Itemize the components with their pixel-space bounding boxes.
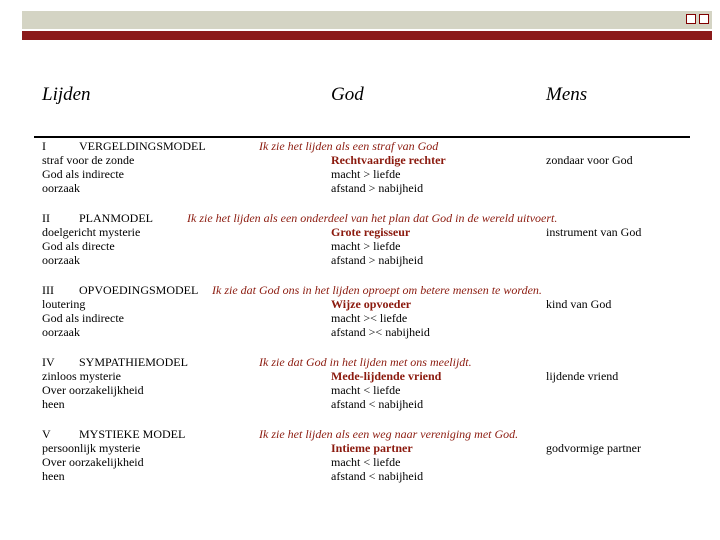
model-description-line: heen (42, 469, 65, 483)
god-attribute: macht < liefde (331, 383, 401, 397)
model-numeral: III (42, 283, 54, 297)
model-title (42, 139, 206, 153)
model-description-line: God als indirecte (42, 167, 124, 181)
square-icon (686, 14, 696, 24)
mens-role: godvormige partner (546, 441, 641, 455)
god-attribute: macht > liefde (331, 167, 401, 181)
model-statement: Ik zie het lijden als een straf van God (259, 139, 439, 153)
god-attribute: afstand >< nabijheid (331, 325, 430, 339)
model-title (42, 355, 188, 369)
god-attribute: afstand < nabijheid (331, 469, 424, 483)
title-bar (22, 11, 712, 29)
mens-role: kind van God (546, 297, 612, 311)
square-icon (699, 14, 709, 24)
model-numeral: II (42, 211, 50, 225)
model-description-line: oorzaak (42, 325, 80, 339)
model-name: SYMPATHIEMODEL (79, 355, 188, 369)
mens-role: lijdende vriend (546, 369, 619, 383)
model-description-line: doelgericht mysterie (42, 225, 141, 239)
model-numeral: I (42, 139, 46, 153)
header-mens: Mens (546, 84, 588, 105)
model-description-line: zinloos mysterie (42, 369, 121, 383)
god-attribute: afstand > nabijheid (331, 253, 424, 267)
god-role: Mede-lijdende vriend (331, 369, 442, 383)
header-god: God (331, 84, 364, 105)
model-description-line: God als indirecte (42, 311, 124, 325)
header-lijden: Lijden (42, 84, 91, 105)
god-attribute: macht > liefde (331, 239, 401, 253)
model-title (42, 427, 185, 441)
model-name: PLANMODEL (79, 211, 153, 225)
god-role: Intieme partner (331, 441, 413, 455)
model-description-line: Over oorzakelijkheid (42, 383, 144, 397)
model-name: VERGELDINGSMODEL (79, 139, 206, 153)
god-attribute: afstand < nabijheid (331, 397, 424, 411)
model-statement: Ik zie dat God ons in het lijden oproept om betere mensen te worden. (212, 283, 542, 297)
mens-role: instrument van God (546, 225, 642, 239)
model-description-line: heen (42, 397, 65, 411)
model-name: MYSTIEKE MODEL (79, 427, 186, 441)
model-description-line: straf voor de zonde (42, 153, 135, 167)
god-attribute: afstand > nabijheid (331, 181, 424, 195)
god-role: Wijze opvoeder (331, 297, 412, 311)
model-statement: Ik zie dat God in het lijden met ons meelijdt. (259, 355, 472, 369)
model-numeral: V (42, 427, 51, 441)
god-attribute: macht < liefde (331, 455, 401, 469)
model-numeral: IV (42, 355, 55, 369)
god-role: Grote regisseur (331, 225, 411, 239)
model-description-line: loutering (42, 297, 86, 311)
model-description-line: persoonlijk mysterie (42, 441, 141, 455)
model-name: OPVOEDINGSMODEL (79, 283, 199, 297)
god-role: Rechtvaardige rechter (331, 153, 446, 167)
model-description-line: oorzaak (42, 253, 80, 267)
model-statement: Ik zie het lijden als een onderdeel van het plan dat God in de wereld uitvoert. (187, 211, 558, 225)
god-attribute: macht >< liefde (331, 311, 408, 325)
mens-role: zondaar voor God (546, 153, 633, 167)
model-description-line: Over oorzakelijkheid (42, 455, 144, 469)
model-description-line: God als directe (42, 239, 115, 253)
model-title (42, 211, 153, 225)
model-description-line: oorzaak (42, 181, 80, 195)
header-divider (34, 136, 690, 138)
model-statement: Ik zie het lijden als een weg naar vereniging met God. (259, 427, 519, 441)
accent-bar (22, 31, 712, 40)
model-title (42, 283, 198, 297)
